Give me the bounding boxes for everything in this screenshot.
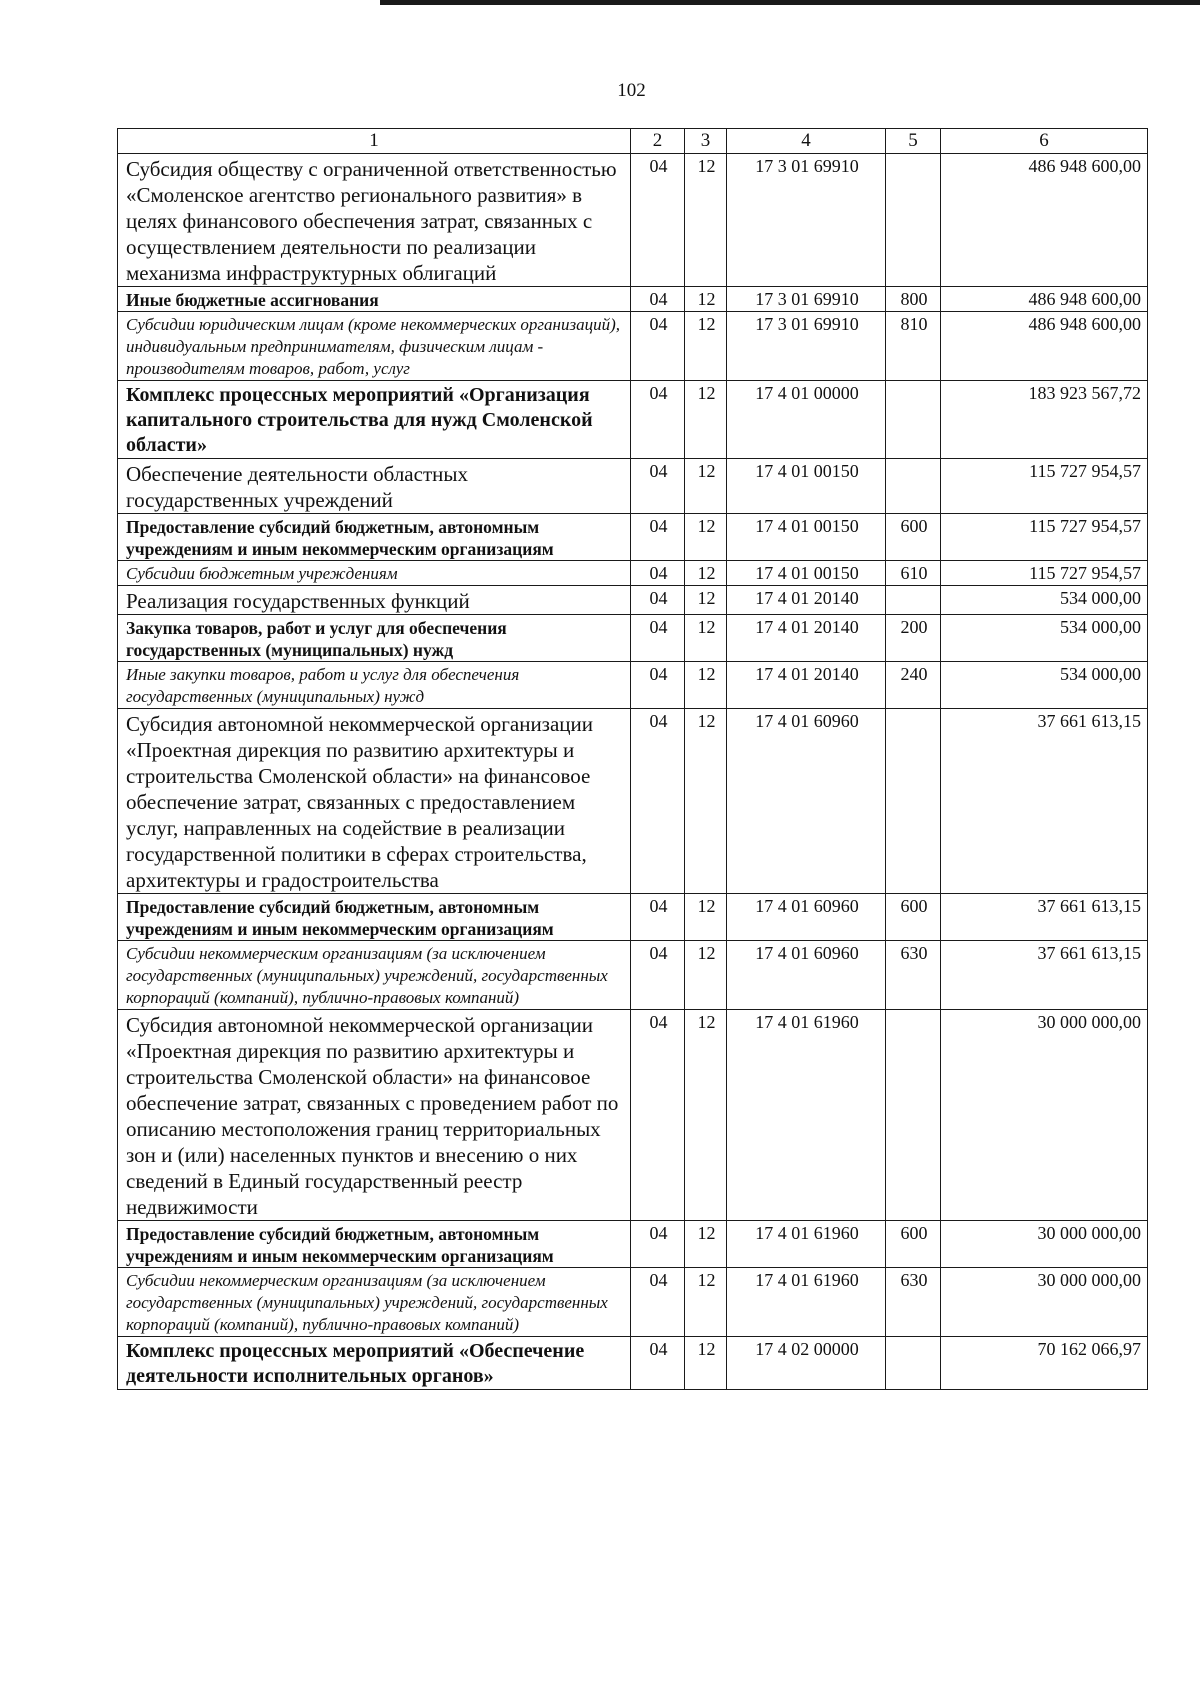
table-row xyxy=(118,1268,1148,1337)
table-row xyxy=(118,287,1148,312)
target-article-cell: 17 3 01 69910 xyxy=(727,287,886,312)
section-cell: 04 xyxy=(631,615,685,662)
budget-table xyxy=(117,128,1148,1390)
expense-type-cell: 600 xyxy=(886,514,941,561)
expense-type-cell: 610 xyxy=(886,561,941,586)
subsection-cell: 12 xyxy=(685,514,727,561)
table-row xyxy=(118,154,1148,287)
name-cell: Комплекс процессных мероприятий «Обеспечение деятельности исполнительных органов» xyxy=(118,1337,631,1390)
amount-cell: 486 948 600,00 xyxy=(941,287,1148,312)
top-edge-rule xyxy=(380,0,1200,5)
expense-type-cell: 600 xyxy=(886,1221,941,1268)
table-row xyxy=(118,615,1148,662)
section-cell: 04 xyxy=(631,1221,685,1268)
header-cell: 6 xyxy=(941,129,1148,154)
name-cell: Субсидия обществу с ограниченной ответственностью «Смоленское агентство регионального развития» в целях финансового обеспечения затрат, связанных с осуществлением деятельности по реализации механизма инфраструктурных облигаций xyxy=(118,154,631,287)
amount-cell: 183 923 567,72 xyxy=(941,381,1148,459)
table-row xyxy=(118,381,1148,459)
amount-cell: 534 000,00 xyxy=(941,662,1148,709)
expense-type-cell: 600 xyxy=(886,894,941,941)
section-cell: 04 xyxy=(631,459,685,514)
header-cell: 4 xyxy=(727,129,886,154)
table-row xyxy=(118,514,1148,561)
section-cell: 04 xyxy=(631,1337,685,1390)
subsection-cell: 12 xyxy=(685,894,727,941)
target-article-cell: 17 3 01 69910 xyxy=(727,312,886,381)
section-cell: 04 xyxy=(631,894,685,941)
section-cell: 04 xyxy=(631,941,685,1010)
amount-cell: 534 000,00 xyxy=(941,586,1148,615)
name-cell: Субсидии некоммерческим организациям (за исключением государственных (муниципальных) учреждений, государственных корпораций (компаний), публично-правовых компаний) xyxy=(118,941,631,1010)
target-article-cell: 17 4 01 60960 xyxy=(727,894,886,941)
target-article-cell: 17 4 01 60960 xyxy=(727,709,886,894)
table-row xyxy=(118,561,1148,586)
table-row xyxy=(118,1010,1148,1221)
name-cell: Предоставление субсидий бюджетным, автономным учреждениям и иным некоммерческим организациям xyxy=(118,1221,631,1268)
subsection-cell: 12 xyxy=(685,1268,727,1337)
target-article-cell: 17 4 01 00150 xyxy=(727,514,886,561)
expense-type-cell: 200 xyxy=(886,615,941,662)
name-cell: Реализация государственных функций xyxy=(118,586,631,615)
name-cell: Субсидии некоммерческим организациям (за исключением государственных (муниципальных) учреждений, государственных корпораций (компаний), публично-правовых компаний) xyxy=(118,1268,631,1337)
expense-type-cell xyxy=(886,1337,941,1390)
expense-type-cell xyxy=(886,154,941,287)
section-cell: 04 xyxy=(631,1010,685,1221)
subsection-cell: 12 xyxy=(685,615,727,662)
amount-cell: 37 661 613,15 xyxy=(941,894,1148,941)
table-row xyxy=(118,941,1148,1010)
amount-cell: 30 000 000,00 xyxy=(941,1221,1148,1268)
name-cell: Предоставление субсидий бюджетным, автономным учреждениям и иным некоммерческим организациям xyxy=(118,894,631,941)
target-article-cell: 17 4 01 61960 xyxy=(727,1268,886,1337)
section-cell: 04 xyxy=(631,662,685,709)
amount-cell: 30 000 000,00 xyxy=(941,1010,1148,1221)
target-article-cell: 17 4 01 00150 xyxy=(727,561,886,586)
target-article-cell: 17 4 01 20140 xyxy=(727,615,886,662)
expense-type-cell xyxy=(886,459,941,514)
amount-cell: 37 661 613,15 xyxy=(941,941,1148,1010)
table-row xyxy=(118,586,1148,615)
target-article-cell: 17 4 01 20140 xyxy=(727,662,886,709)
subsection-cell: 12 xyxy=(685,459,727,514)
header-cell: 2 xyxy=(631,129,685,154)
table-row xyxy=(118,1337,1148,1390)
section-cell: 04 xyxy=(631,586,685,615)
header-cell: 3 xyxy=(685,129,727,154)
table-row xyxy=(118,894,1148,941)
subsection-cell: 12 xyxy=(685,287,727,312)
subsection-cell: 12 xyxy=(685,709,727,894)
page-number: 102 xyxy=(617,80,646,101)
target-article-cell: 17 4 01 60960 xyxy=(727,941,886,1010)
target-article-cell: 17 4 01 61960 xyxy=(727,1010,886,1221)
name-cell: Субсидия автономной некоммерческой организации «Проектная дирекция по развитию архитектуры и строительства Смоленской области» на финансовое обеспечение затрат, связанных с предоставлением услуг, направленных на содействие в реализации государственной политики в сферах строительства, архитектуры и градостроительства xyxy=(118,709,631,894)
table-row xyxy=(118,459,1148,514)
subsection-cell: 12 xyxy=(685,1221,727,1268)
subsection-cell: 12 xyxy=(685,1010,727,1221)
subsection-cell: 12 xyxy=(685,586,727,615)
subsection-cell: 12 xyxy=(685,154,727,287)
name-cell: Субсидии юридическим лицам (кроме некоммерческих организаций), индивидуальным предпринимателям, физическим лицам - производителям товаров, работ, услуг xyxy=(118,312,631,381)
subsection-cell: 12 xyxy=(685,312,727,381)
amount-cell: 70 162 066,97 xyxy=(941,1337,1148,1390)
amount-cell: 534 000,00 xyxy=(941,615,1148,662)
name-cell: Иные бюджетные ассигнования xyxy=(118,287,631,312)
expense-type-cell xyxy=(886,381,941,459)
subsection-cell: 12 xyxy=(685,662,727,709)
name-cell: Иные закупки товаров, работ и услуг для обеспечения государственных (муниципальных) нужд xyxy=(118,662,631,709)
expense-type-cell: 800 xyxy=(886,287,941,312)
section-cell: 04 xyxy=(631,381,685,459)
expense-type-cell xyxy=(886,586,941,615)
target-article-cell: 17 3 01 69910 xyxy=(727,154,886,287)
target-article-cell: 17 4 01 00150 xyxy=(727,459,886,514)
section-cell: 04 xyxy=(631,154,685,287)
amount-cell: 30 000 000,00 xyxy=(941,1268,1148,1337)
table-row xyxy=(118,709,1148,894)
header-row xyxy=(118,129,1148,154)
section-cell: 04 xyxy=(631,312,685,381)
target-article-cell: 17 4 01 20140 xyxy=(727,586,886,615)
subsection-cell: 12 xyxy=(685,381,727,459)
amount-cell: 115 727 954,57 xyxy=(941,459,1148,514)
subsection-cell: 12 xyxy=(685,941,727,1010)
table-row xyxy=(118,1221,1148,1268)
target-article-cell: 17 4 02 00000 xyxy=(727,1337,886,1390)
name-cell: Субсидии бюджетным учреждениям xyxy=(118,561,631,586)
expense-type-cell: 630 xyxy=(886,941,941,1010)
amount-cell: 115 727 954,57 xyxy=(941,561,1148,586)
subsection-cell: 12 xyxy=(685,1337,727,1390)
header-cell: 1 xyxy=(118,129,631,154)
section-cell: 04 xyxy=(631,514,685,561)
section-cell: 04 xyxy=(631,709,685,894)
section-cell: 04 xyxy=(631,1268,685,1337)
amount-cell: 37 661 613,15 xyxy=(941,709,1148,894)
amount-cell: 486 948 600,00 xyxy=(941,154,1148,287)
amount-cell: 486 948 600,00 xyxy=(941,312,1148,381)
target-article-cell: 17 4 01 61960 xyxy=(727,1221,886,1268)
subsection-cell: 12 xyxy=(685,561,727,586)
expense-type-cell: 630 xyxy=(886,1268,941,1337)
name-cell: Комплекс процессных мероприятий «Организация капитального строительства для нужд Смоленской области» xyxy=(118,381,631,459)
expense-type-cell: 810 xyxy=(886,312,941,381)
target-article-cell: 17 4 01 00000 xyxy=(727,381,886,459)
expense-type-cell xyxy=(886,709,941,894)
amount-cell: 115 727 954,57 xyxy=(941,514,1148,561)
section-cell: 04 xyxy=(631,561,685,586)
name-cell: Обеспечение деятельности областных государственных учреждений xyxy=(118,459,631,514)
table-row xyxy=(118,662,1148,709)
expense-type-cell xyxy=(886,1010,941,1221)
table-row xyxy=(118,312,1148,381)
name-cell: Предоставление субсидий бюджетным, автономным учреждениям и иным некоммерческим организациям xyxy=(118,514,631,561)
header-cell: 5 xyxy=(886,129,941,154)
expense-type-cell: 240 xyxy=(886,662,941,709)
name-cell: Субсидия автономной некоммерческой организации «Проектная дирекция по развитию архитектуры и строительства Смоленской области» на финансовое обеспечение затрат, связанных с проведением работ по описанию местоположения границ территориальных зон и (или) населенных пунктов и внесению о них сведений в Единый государственный реестр недвижимости xyxy=(118,1010,631,1221)
name-cell: Закупка товаров, работ и услуг для обеспечения государственных (муниципальных) нужд xyxy=(118,615,631,662)
section-cell: 04 xyxy=(631,287,685,312)
